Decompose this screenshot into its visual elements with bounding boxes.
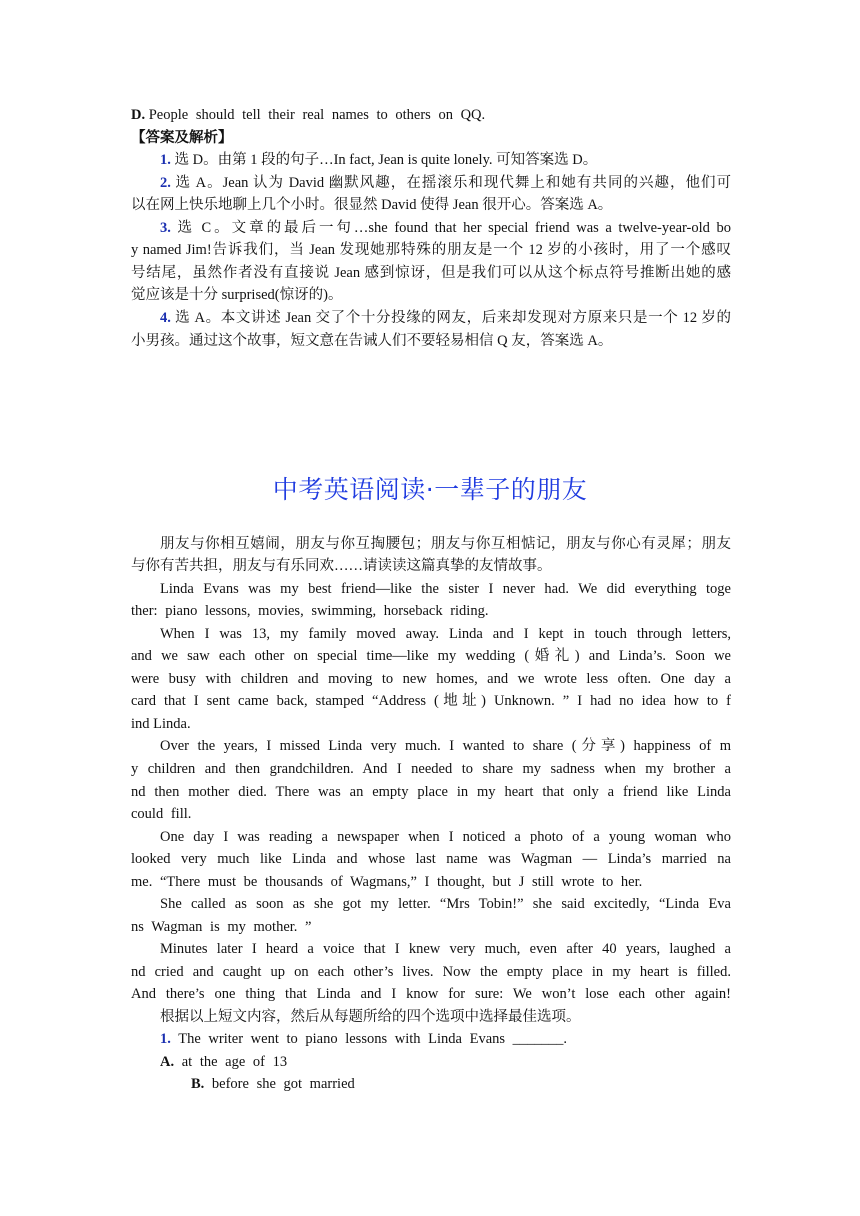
p3-line-4: could fill. [131, 806, 192, 822]
p3-line-1: Over the years, I missed Linda very much. I wanted to share (分享) happiness of m [160, 738, 731, 754]
option-text: People should tell their real names to others on QQ. [148, 107, 486, 123]
p2-line-1-text: When I was 13, my family moved away. Linda and I kept in touch through letters, [160, 626, 731, 642]
intro-line-2: 与你有苦共担，朋友与有乐同欢……请读读这篇真挚的友情故事。 [131, 558, 552, 574]
p2-line-5: ind Linda. [131, 716, 191, 732]
answer-3-line-4: 觉应该是十分 surprised(惊讶的)。 [131, 287, 343, 303]
question-number: 1. [160, 1031, 171, 1047]
p6-line-3: And there’s one thing that Linda and I know for sure: We won’t lose each other again! [131, 986, 731, 1002]
option-label: A. [160, 1054, 175, 1070]
p3-line-2: y children and then grandchildren. And I needed to share my sadness when my brother a [131, 761, 731, 777]
question-1 [131, 1028, 731, 1051]
p4-line-1: One day I was reading a newspaper when I noticed a photo of a young woman who [160, 829, 731, 845]
answer-header [131, 127, 731, 150]
answer-3-line-2: y named Jim!告诉我们，当 Jean 发现她那特殊的朋友是一个 12 岁的小孩时，用了一个感叹 [131, 242, 731, 258]
answer-number: 3. [160, 220, 171, 236]
option-text: at the age of 13 [181, 1054, 288, 1070]
p1-line-1: Linda Evans was my best friend—like the sister I never had. We did everything toge [160, 581, 731, 597]
answer-number: 1. [160, 152, 171, 168]
answer-1 [131, 149, 731, 172]
answer-2-line-1 [131, 172, 731, 195]
question-1-option-a [131, 1051, 731, 1074]
p2-line-3: were busy with children and moving to new homes, and we wrote less often. One day a [131, 671, 731, 687]
article-title: 中考英语阅读·一辈子的朋友 [272, 475, 588, 504]
answer-4-line-2: 小男孩。通过这个故事，短文意在告诫人们不要轻易相信 Q 友，答案选 A。 [131, 333, 613, 349]
p5-line-1: She called as soon as she got my letter. “Mrs Tobin!” she said excitedly, “Linda Eva [160, 896, 731, 912]
intro-line-1: 朋友与你相互嬉闹，朋友与你互掏腰包；朋友与你互相惦记，朋友与你心有灵犀；朋友 [160, 536, 731, 552]
answer-2-line-2: 以在网上快乐地聊上几个小时。很显然 David 使得 Jean 很开心。答案选 A。 [131, 197, 613, 213]
p6-line-1: Minutes later I heard a voice that I knew very much, even after 40 years, laughed a [160, 941, 731, 957]
question-text: The writer went to piano lessons with Linda Evans _______. [178, 1031, 568, 1047]
option-label: B. [191, 1076, 205, 1092]
answer-header-text: 【答案及解析】 [131, 130, 233, 146]
option-label: D. [131, 107, 146, 123]
p2-line-1 [131, 623, 731, 646]
option-text: before she got married [211, 1076, 355, 1092]
answer-4-line-1 [131, 307, 731, 330]
p3-line-3: nd then mother died. There was an empty place in my heart that only a friend like Linda [131, 784, 731, 800]
p5-line-2: ns Wagman is my mother. ” [131, 919, 312, 935]
p2-line-2: and we saw each other on special time—like my wedding (婚礼) and Linda’s. Soon we [131, 648, 731, 664]
p6-line-2: nd cried and caught up on each other’s lives. Now the empty place in my heart is filled. [131, 964, 731, 980]
p1-line-2: ther: piano lessons, movies, swimming, horseback riding. [131, 603, 489, 619]
answer-number: 4. [160, 310, 171, 326]
p4-line-3: me. “There must be thousands of Wagmans,” I thought, but J still wrote to her. [131, 874, 643, 890]
option-d-line [131, 104, 731, 127]
instruction: 根据以上短文内容，然后从每题所给的四个选项中选择最佳选项。 [160, 1009, 581, 1025]
answer-3-line-1 [131, 217, 731, 240]
p4-line-2: looked very much like Linda and whose last name was Wagman — Linda’s married na [131, 851, 731, 867]
p2-line-4: card that I sent came back, stamped “Address (地址) Unknown. ” I had no idea how to f [131, 693, 731, 709]
question-1-option-b [191, 1073, 791, 1096]
answer-text: 选 C。文章的最后一句…she found that her special friend was a twelve-year-old bo [177, 220, 731, 236]
answer-number: 2. [160, 175, 171, 191]
answer-3-line-3: 号结尾，虽然作者没有直接说 Jean 感到惊讶，但是我们可以从这个标点符号推断出她的感 [131, 265, 731, 281]
answer-text: 选 A。Jean 认为 David 幽默风趣，在摇滚乐和现代舞上和她有共同的兴趣，他们可 [175, 175, 731, 191]
answer-text: 选 A。本文讲述 Jean 交了个十分投缘的网友，后来却发现对方原来只是一个 12 岁的 [175, 310, 731, 326]
answer-text: 选 D。由第 1 段的句子…In fact, Jean is quite lonely. 可知答案选 D。 [174, 152, 598, 168]
